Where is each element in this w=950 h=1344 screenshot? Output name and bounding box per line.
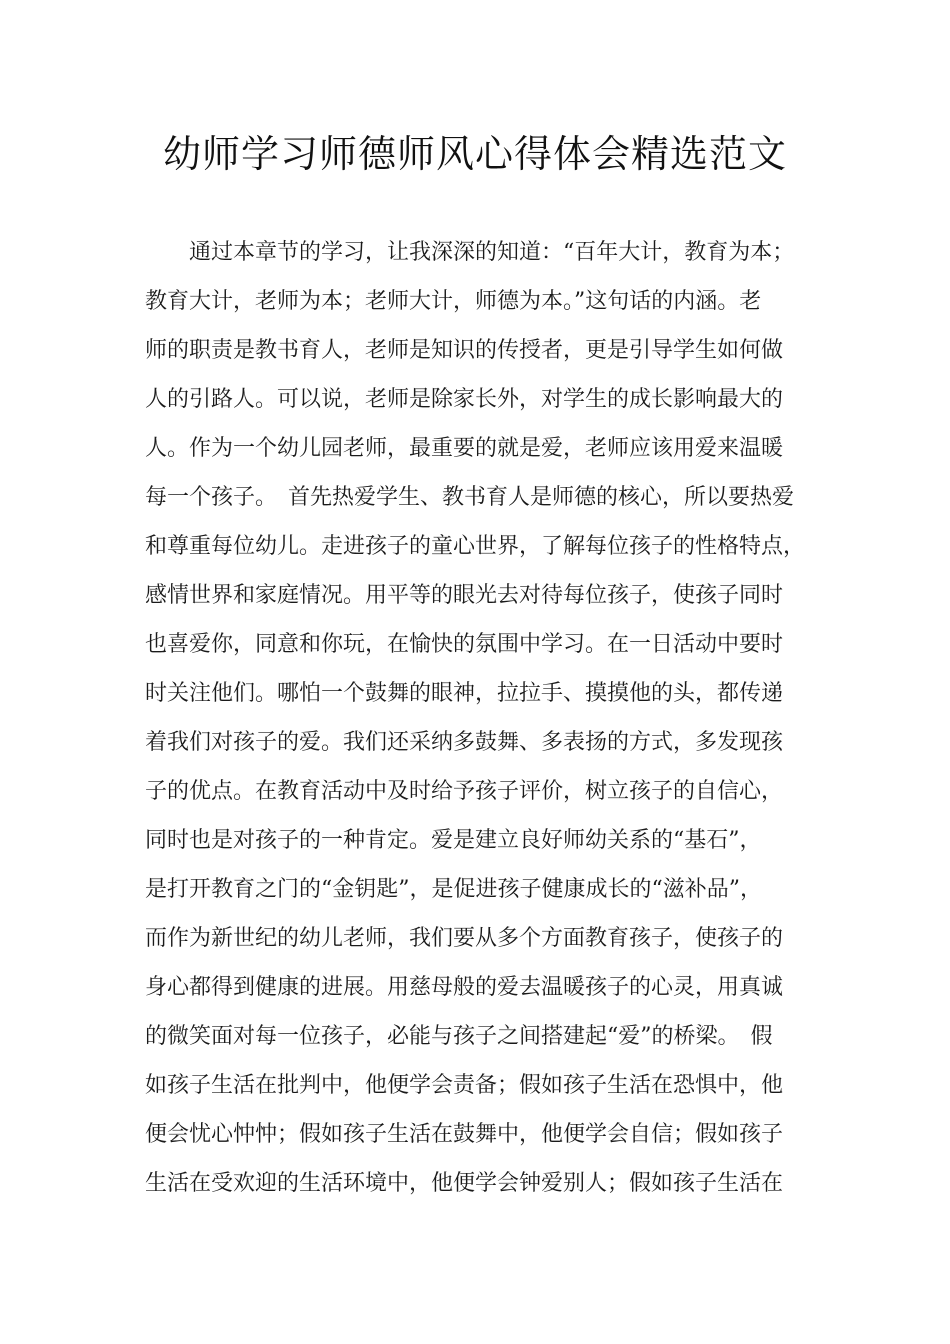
page-title: 幼师学习师德师风心得体会精选范文 [162,132,787,176]
text-line: 生活在受欢迎的生活环境中，他便学会钟爱别人；假如孩子生活在 [145,1171,784,1196]
text-line: 也喜爱你，同意和你玩，在愉快的氛围中学习。在一日活动中要时 [145,632,784,657]
text-line: 而作为新世纪的幼儿老师，我们要从多个方面教育孩子，使孩子的 [145,926,784,951]
text-line: 是打开教育之门的“金钥匙”，是促进孩子健康成长的“滋补品”， [145,877,762,902]
text-line: 通过本章节的学习，让我深深的知道：“百年大计，教育为本； [145,240,795,265]
text-line: 时关注他们。哪怕一个鼓舞的眼神，拉拉手、摸摸他的头，都传递 [145,681,784,706]
text-line: 如孩子生活在批判中，他便学会责备；假如孩子生活在恐惧中，他 [145,1073,784,1098]
text-line: 身心都得到健康的进展。用慈母般的爱去温暖孩子的心灵，用真诚 [145,975,784,1000]
text-line: 师的职责是教书育人，老师是知识的传授者，更是引导学生如何做 [145,338,784,363]
text-line: 的微笑面对每一位孩子，必能与孩子之间搭建起“爱”的桥梁。 假 [145,1024,773,1049]
text-line: 着我们对孩子的爱。我们还采纳多鼓舞、多表扬的方式，多发现孩 [145,730,784,755]
body-paragraph [145,228,825,1208]
text-line: 和尊重每位幼儿。走进孩子的童心世界，了解每位孩子的性格特点， [145,534,806,559]
text-line: 同时也是对孩子的一种肯定。爱是建立良好师幼关系的“基石”， [145,828,762,853]
text-line: 教育大计，老师为本；老师大计，师德为本。”这句话的内涵。老 [145,289,762,314]
text-line: 人。作为一个幼儿园老师，最重要的就是爱，老师应该用爱来温暖 [145,436,784,461]
text-line: 子的优点。在教育活动中及时给予孩子评价，树立孩子的自信心， [145,779,784,804]
text-line: 便会忧心忡忡；假如孩子生活在鼓舞中，他便学会自信；假如孩子 [145,1122,784,1147]
text-line: 感情世界和家庭情况。用平等的眼光去对待每位孩子，使孩子同时 [145,583,784,608]
text-line: 每一个孩子。 首先热爱学生、教书育人是师德的核心，所以要热爱 [145,485,795,510]
text-line: 人的引路人。可以说，老师是除家长外，对学生的成长影响最大的 [145,387,784,412]
